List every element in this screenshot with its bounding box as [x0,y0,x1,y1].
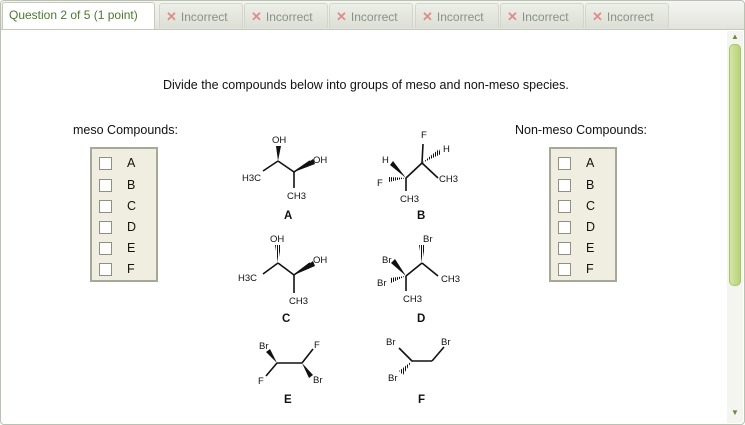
scrollbar-thumb[interactable] [729,44,741,286]
label-br: Br [441,337,451,348]
molecule-b [377,130,458,222]
tab-label: Incorrect [436,10,484,24]
tab-label: Incorrect [265,10,313,24]
label-br: Br [259,341,269,352]
label-f: F [377,178,383,189]
tab-label: Incorrect [606,10,654,24]
molecule-d [377,234,460,325]
label-h3c: H3C [242,173,262,184]
molecule-c [238,234,327,325]
label-ch3: CH3 [403,294,423,305]
label-br: Br [386,337,396,348]
x-icon: ✕ [592,9,603,24]
tab-label: Incorrect [521,10,569,24]
molecule-f-label: F [418,394,426,406]
molecule-e [258,340,323,406]
option-label: A [127,156,136,170]
option-label: F [127,262,135,276]
label-ch3: CH3 [441,274,461,285]
tab-label: Incorrect [350,10,398,24]
option-label: B [586,178,595,192]
option-label: F [586,262,594,276]
label-oh: OH [313,255,328,266]
label-ch3: CH3 [400,194,420,205]
option-label: A [586,156,595,170]
label-ch3: CH3 [439,174,459,185]
molecule-a-label: A [284,210,293,222]
question-prompt: Divide the compounds below into groups of meso and non-meso species. [163,78,569,92]
x-icon: ✕ [166,9,177,24]
scroll-up-icon[interactable]: ▲ [731,32,739,41]
label-f: F [314,340,320,351]
nonmeso-group-label: Non-meso Compounds: [515,123,648,137]
label-br: Br [377,278,387,289]
option-label: B [127,178,136,192]
option-label: D [586,220,596,234]
option-label: D [127,220,137,234]
molecule-a [242,135,327,222]
label-br: Br [388,373,398,384]
label-br: Br [423,234,433,245]
option-label: E [127,241,136,255]
label-oh: OH [272,135,287,146]
molecule-structures [1,1,726,424]
tab-label: Question 2 of 5 (1 point) [9,8,138,22]
label-h3c: H3C [238,273,258,284]
x-icon: ✕ [507,9,518,24]
label-oh: OH [313,155,328,166]
tab-label: Incorrect [180,10,228,24]
meso-group-label: meso Compounds: [73,123,178,137]
x-icon: ✕ [422,9,433,24]
scroll-down-icon[interactable]: ▼ [731,408,739,417]
label-f: F [258,376,264,387]
label-h: H [382,155,389,166]
label-ch3: CH3 [289,296,309,307]
label-h: H [443,144,450,155]
x-icon: ✕ [336,9,347,24]
molecule-c-label: C [282,313,291,325]
x-icon: ✕ [251,9,262,24]
label-f: F [421,130,427,141]
option-label: C [586,199,596,213]
label-br: Br [382,255,392,266]
molecule-b-label: B [417,210,426,222]
option-label: C [127,199,137,213]
label-oh: OH [270,234,285,245]
vertical-scrollbar[interactable] [727,31,743,423]
label-br: Br [313,375,323,386]
option-label: E [586,241,595,255]
molecule-f [386,337,451,406]
molecule-d-label: D [417,313,426,325]
molecule-e-label: E [284,394,292,406]
label-ch3: CH3 [287,191,307,202]
